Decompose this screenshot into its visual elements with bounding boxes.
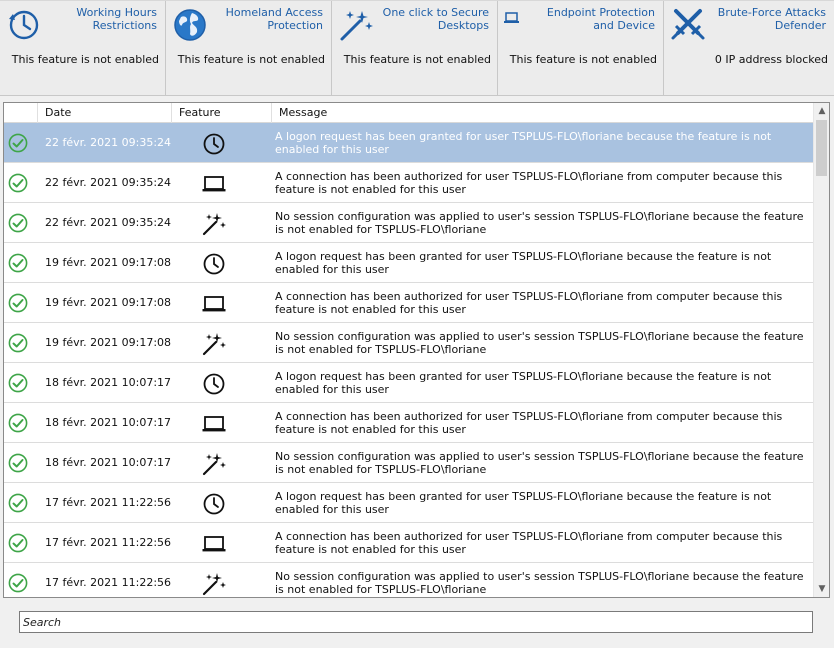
card-endpoint-protection[interactable] xyxy=(498,1,664,96)
success-check-icon xyxy=(8,173,28,193)
card-homeland-access[interactable] xyxy=(166,1,332,96)
row-message: A connection has been authorized for user TSPLUS-FLO\floriane from computer because this feature is not enabled for this user xyxy=(275,290,783,316)
success-check-icon xyxy=(8,133,28,153)
success-check-icon xyxy=(8,253,28,273)
success-check-icon xyxy=(8,413,28,433)
table-header xyxy=(4,103,814,123)
row-date: 17 févr. 2021 11:22:56 xyxy=(45,536,172,549)
row-date: 18 févr. 2021 10:07:17 xyxy=(45,416,172,429)
row-message: No session configuration was applied to user's session TSPLUS-FLO\floriane because the feature is not enabled for TSPLUS-FLO\floriane xyxy=(275,210,804,236)
date-column-header[interactable]: Date xyxy=(38,103,172,123)
clock-icon xyxy=(201,371,227,397)
vertical-scrollbar[interactable] xyxy=(813,103,829,597)
card-status: This feature is not enabled xyxy=(177,53,325,66)
row-date: 18 févr. 2021 10:07:17 xyxy=(45,376,172,389)
search-input[interactable] xyxy=(19,611,813,633)
table-row[interactable] xyxy=(4,163,814,203)
crossed-swords-icon xyxy=(670,7,706,43)
card-status: This feature is not enabled xyxy=(343,53,491,66)
row-date: 19 févr. 2021 09:17:08 xyxy=(45,296,172,309)
card-title: One click to Secure Desktops xyxy=(382,6,489,32)
card-brute-force[interactable] xyxy=(664,1,834,96)
card-working-hours[interactable] xyxy=(0,1,166,96)
magic-wand-icon xyxy=(201,211,227,237)
table-row[interactable] xyxy=(4,443,814,483)
row-date: 22 févr. 2021 09:35:24 xyxy=(45,216,172,229)
row-message: A connection has been authorized for user TSPLUS-FLO\floriane from computer because this feature is not enabled for this user xyxy=(275,170,783,196)
scroll-thumb[interactable] xyxy=(816,120,827,176)
row-message: A logon request has been granted for user TSPLUS-FLO\floriane because the feature is not enabled for this user xyxy=(275,490,772,516)
success-check-icon xyxy=(8,333,28,353)
table-row[interactable] xyxy=(4,243,814,283)
row-date: 17 févr. 2021 11:22:56 xyxy=(45,496,172,509)
success-check-icon xyxy=(8,493,28,513)
success-check-icon xyxy=(8,573,28,593)
row-message: A connection has been authorized for user TSPLUS-FLO\floriane from computer because this feature is not enabled for this user xyxy=(275,410,783,436)
laptop-icon xyxy=(201,171,227,197)
row-date: 18 févr. 2021 10:07:17 xyxy=(45,456,172,469)
feature-cards xyxy=(0,0,834,96)
card-status: This feature is not enabled xyxy=(11,53,159,66)
card-title: Working Hours Restrictions xyxy=(76,6,157,32)
row-date: 17 févr. 2021 11:22:56 xyxy=(45,576,172,589)
success-check-icon xyxy=(8,373,28,393)
table-row[interactable] xyxy=(4,323,814,363)
card-status: This feature is not enabled xyxy=(509,53,657,66)
status-column-header[interactable] xyxy=(4,103,38,123)
magic-wand-icon xyxy=(201,451,227,477)
table-body xyxy=(4,123,814,598)
row-message: No session configuration was applied to user's session TSPLUS-FLO\floriane because the feature is not enabled for TSPLUS-FLO\floriane xyxy=(275,330,804,356)
row-message: No session configuration was applied to user's session TSPLUS-FLO\floriane because the feature is not enabled for TSPLUS-FLO\floriane xyxy=(275,450,804,476)
row-message: A connection has been authorized for user TSPLUS-FLO\floriane from computer because this feature is not enabled for this user xyxy=(275,530,783,556)
events-table xyxy=(3,102,830,598)
row-date: 19 févr. 2021 09:17:08 xyxy=(45,336,172,349)
table-row[interactable] xyxy=(4,483,814,523)
scroll-up-arrow-icon[interactable]: ▲ xyxy=(818,106,826,116)
card-title: Endpoint Protection and Device xyxy=(546,6,655,32)
card-title: Homeland Access Protection xyxy=(225,6,323,32)
table-row[interactable] xyxy=(4,563,814,598)
row-date: 22 févr. 2021 09:35:24 xyxy=(45,136,172,149)
row-message: A logon request has been granted for user TSPLUS-FLO\floriane because the feature is not enabled for this user xyxy=(275,250,772,276)
row-date: 22 févr. 2021 09:35:24 xyxy=(45,176,172,189)
success-check-icon xyxy=(8,213,28,233)
feature-column-header[interactable]: Feature xyxy=(172,103,272,123)
table-row[interactable] xyxy=(4,203,814,243)
card-secure-desktops[interactable] xyxy=(332,1,498,96)
clock-icon xyxy=(201,131,227,157)
table-row[interactable] xyxy=(4,403,814,443)
success-check-icon xyxy=(8,293,28,313)
laptop-icon xyxy=(201,411,227,437)
table-row[interactable] xyxy=(4,363,814,403)
card-status: 0 IP address blocked xyxy=(714,53,828,66)
message-column-header[interactable]: Message xyxy=(279,106,328,119)
row-message: A logon request has been granted for user TSPLUS-FLO\floriane because the feature is not enabled for this user xyxy=(275,130,772,156)
row-message: A logon request has been granted for user TSPLUS-FLO\floriane because the feature is not enabled for this user xyxy=(275,370,772,396)
success-check-icon xyxy=(8,453,28,473)
magic-wand-icon xyxy=(201,331,227,357)
row-message: No session configuration was applied to user's session TSPLUS-FLO\floriane because the feature is not enabled for TSPLUS-FLO\floriane xyxy=(275,570,804,596)
table-row[interactable] xyxy=(4,523,814,563)
card-title: Brute-Force Attacks Defender xyxy=(717,6,826,32)
scroll-down-arrow-icon[interactable]: ▼ xyxy=(818,584,826,594)
table-row[interactable] xyxy=(4,123,814,163)
laptop-icon xyxy=(201,531,227,557)
clock-icon xyxy=(201,491,227,517)
success-check-icon xyxy=(8,533,28,553)
laptop-icon xyxy=(201,291,227,317)
table-row[interactable] xyxy=(4,283,814,323)
magic-wand-icon xyxy=(201,571,227,597)
clock-icon xyxy=(201,251,227,277)
row-date: 19 févr. 2021 09:17:08 xyxy=(45,256,172,269)
